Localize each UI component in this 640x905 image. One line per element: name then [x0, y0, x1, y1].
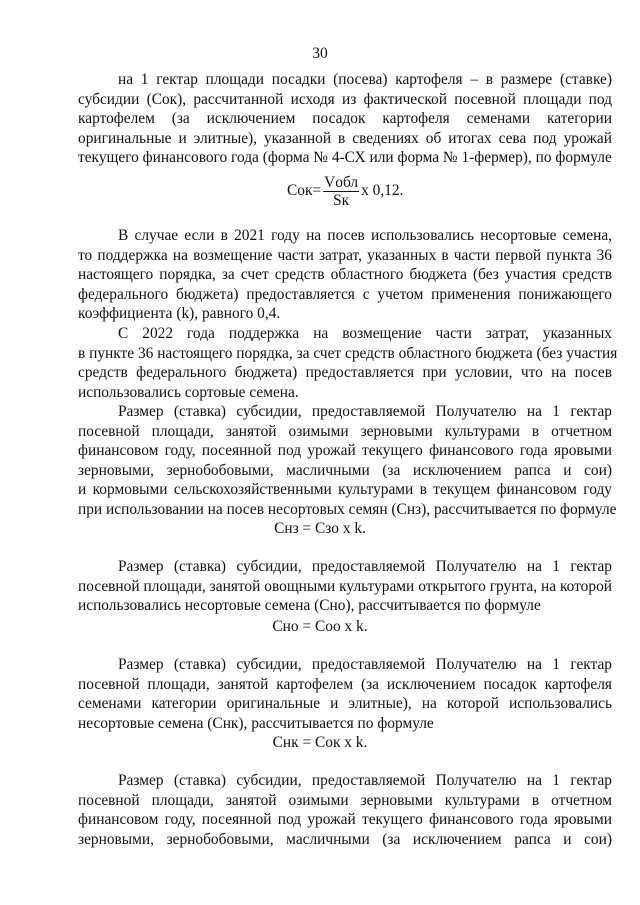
formula-rhs: x 0,12. [361, 182, 404, 200]
paragraph-line: семенами категории оригинальные и элитные), на которой использовались [78, 695, 612, 712]
paragraph-line: Размер (ставка) субсидии, предоставляемой Получателю на 1 гектар [118, 656, 612, 673]
paragraph-6 [78, 655, 612, 733]
paragraph-line: то поддержка на возмещение части затрат, указанных в части первой пункта 36 [78, 246, 612, 264]
paragraph-line: и кормовыми сельскохозяйственными культурами в текущем финансовом году [78, 481, 612, 498]
paragraph-line: картофелем (за исключением посадок картофеля семенами категории [78, 110, 612, 127]
paragraph-line: субсидии (Сок), рассчитанной исходя из фактической посевной площади под [78, 90, 612, 108]
paragraph-line: федерального бюджета) предоставляется с учетом применения понижающего [78, 285, 612, 303]
formula-equals: = [312, 182, 322, 200]
paragraph-line: использовались несортовые семена (Сно), рассчитывается по формуле [78, 597, 541, 614]
paragraph-line: в пункте 36 настоящего порядка, за счет средств областного бюджета (без участия [78, 344, 618, 362]
paragraph-line: на 1 гектар площади посадки (посева) картофеля – в размере (ставке) [118, 71, 612, 88]
paragraph-7 [78, 771, 612, 849]
paragraph-line: оригинальные и элитные), указанной в сведениях об итогах сева под урожай [78, 129, 612, 147]
paragraph-2 [78, 226, 612, 324]
paragraph-line: использовались сортовые семена. [78, 383, 299, 401]
paragraph-line: Размер (ставка) субсидии, предоставляемой Получателю на 1 гектар [118, 403, 612, 420]
paragraph-line: текущего финансового года (форма № 4-СХ или форма № 1-фермер), по формуле [78, 149, 612, 166]
paragraph-4 [78, 402, 617, 519]
paragraph-line: зерновыми, зернобобовыми, масличными (за исключением рапса и сои) [78, 830, 612, 848]
paragraph-line: С 2022 года поддержка на возмещение части затрат, указанных [118, 325, 612, 342]
paragraph-line: финансовом году, посеянной под урожай текущего финансового года яровыми [78, 442, 612, 459]
paragraph-line: Размер (ставка) субсидии, предоставляемой Получателю на 1 гектар [118, 558, 612, 575]
paragraph-line: посевной площади, занятой озимыми зерновыми культурами в отчетном [78, 791, 612, 809]
paragraph-line: зерновыми, зернобобовыми, масличными (за исключением рапса и сои) [78, 461, 612, 479]
fraction-denominator: Sк [333, 191, 350, 209]
paragraph-line: коэффициента (k), равного 0,4. [78, 305, 281, 322]
formula-lhs: Сок [287, 182, 313, 200]
paragraph-line: Размер (ставка) субсидии, предоставляемой Получателю на 1 гектар [118, 772, 612, 789]
paragraph-line: финансовом году, посеянной под урожай текущего финансового года яровыми [78, 811, 612, 828]
formula-snz: Снз = Сзо x k. [274, 520, 366, 537]
paragraph-5 [78, 557, 612, 616]
formula-sok [287, 171, 403, 211]
formula-snk: Снк = Сок x k. [272, 734, 368, 751]
formula-sno: Сно = Соо x k. [272, 618, 368, 635]
fraction-numerator: Vобл [324, 173, 359, 191]
paragraph-line: посевной площади, занятой озимыми зерновыми культурами в отчетном [78, 422, 612, 440]
paragraph-line: средств федерального бюджета) предоставляется при условии, что на посев [78, 364, 612, 381]
paragraph-line: при использовании на посев несортовых семян (Снз), рассчитывается по формуле [78, 500, 617, 518]
paragraph-line: посевной площади, занятой овощными культурами открытого грунта, на которой [78, 577, 612, 595]
paragraph-line: несортовые семена (Снк), рассчитывается по формуле [78, 714, 434, 732]
page-number: 30 [312, 45, 328, 62]
paragraph-line: В случае если в 2021 году на посев использовались несортовые семена, [118, 227, 612, 244]
paragraph-1 [78, 70, 612, 168]
paragraph-line: посевной площади, занятой картофелем (за исключением посадок картофеля [78, 675, 612, 693]
paragraph-line: настоящего порядка, за счет средств областного бюджета (без участия средств [78, 266, 612, 283]
formula-fraction [323, 174, 359, 209]
paragraph-3 [78, 324, 618, 402]
